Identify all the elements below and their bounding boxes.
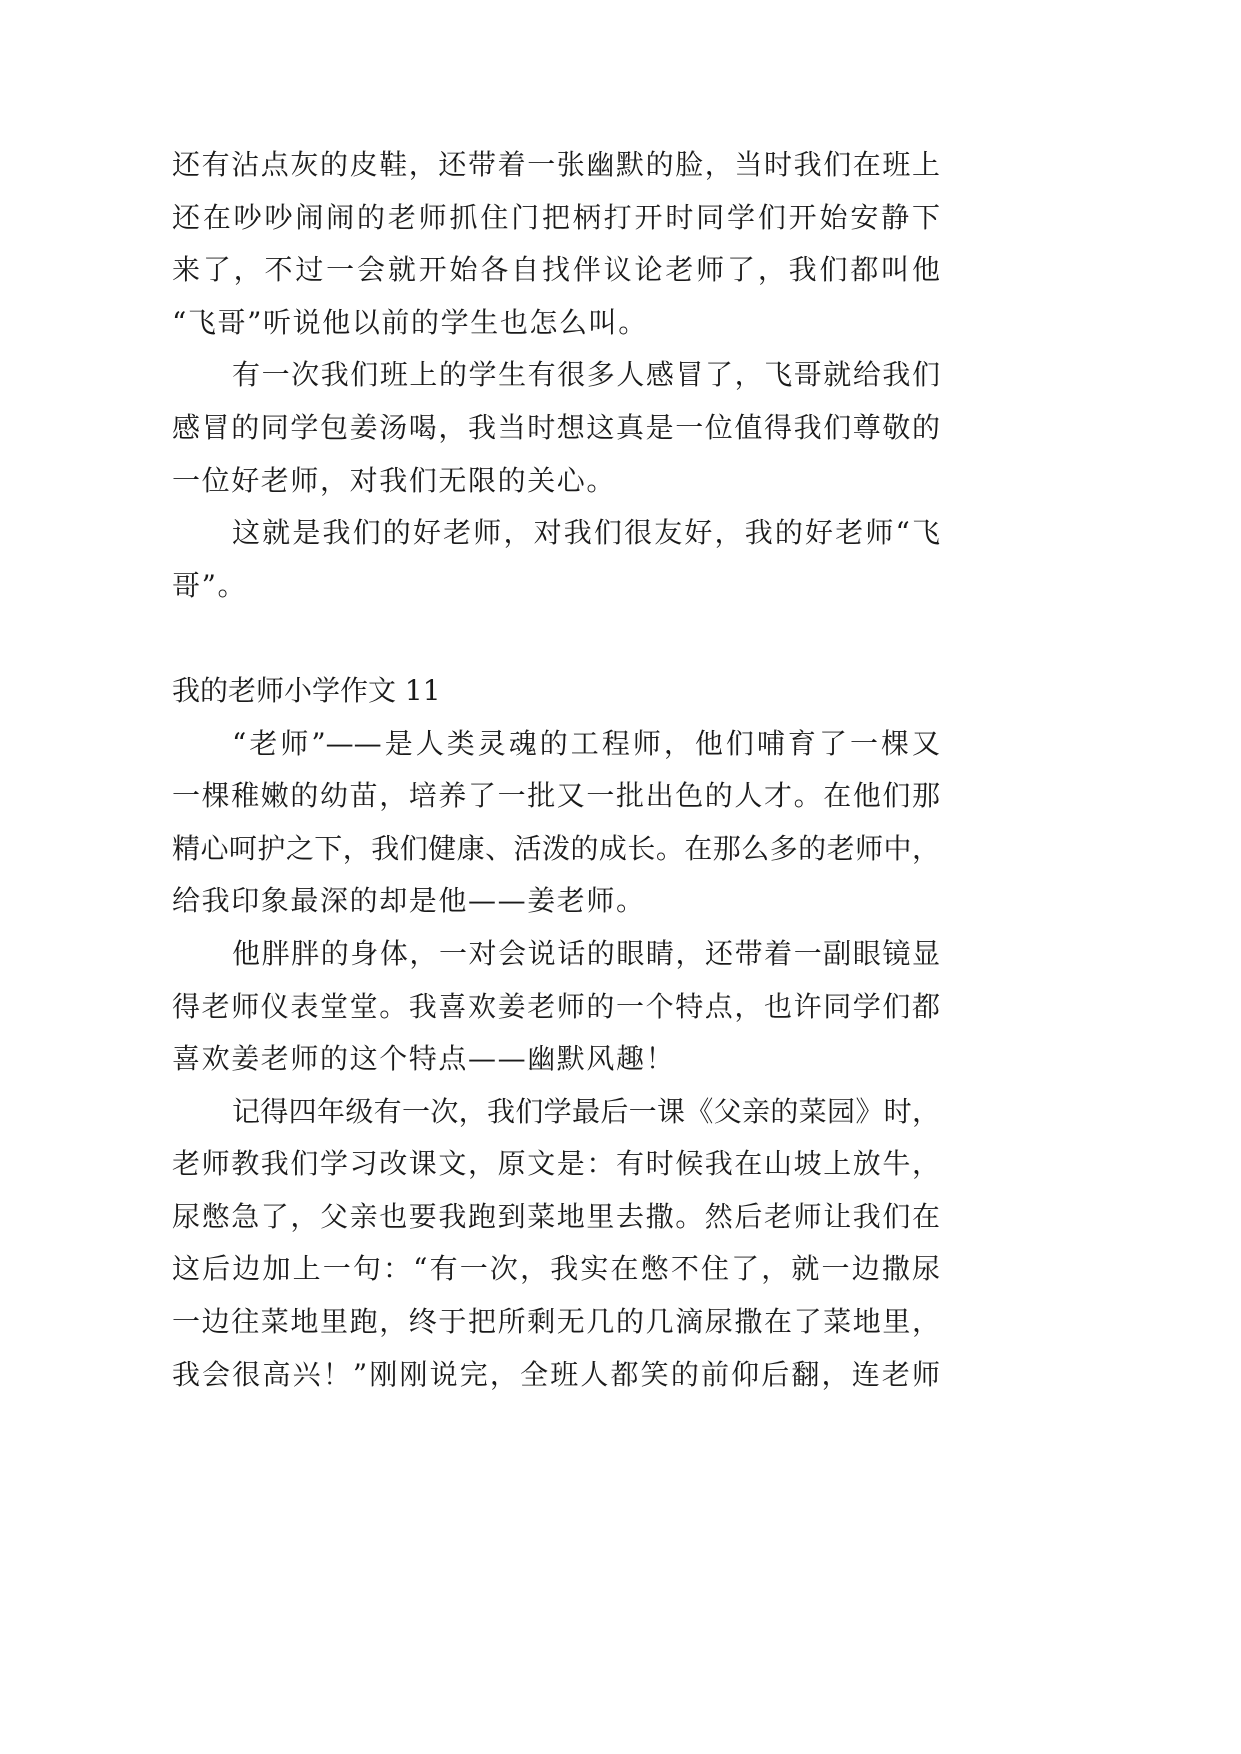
text-line: “飞哥”听说他以前的学生也怎么叫。 bbox=[172, 305, 648, 339]
text-line: 一边往菜地里跑，终于把所剩无几的几滴尿撒在了菜地里， bbox=[172, 1305, 940, 1339]
text-line: 他胖胖的身体，一对会说话的眼睛，还带着一副眼镜显 bbox=[232, 936, 940, 970]
page-content bbox=[172, 139, 940, 1401]
paragraph bbox=[172, 139, 940, 349]
text-line: 哥”。 bbox=[172, 568, 248, 602]
text-line: 还有沾点灰的皮鞋，还带着一张幽默的脸，当时我们在班上 bbox=[172, 148, 940, 181]
paragraph bbox=[172, 507, 940, 612]
paragraph bbox=[172, 928, 940, 1086]
essay-title: 我的老师小学作文 11 bbox=[172, 673, 441, 707]
text-line: 一位好老师，对我们无限的关心。 bbox=[172, 463, 617, 497]
text-line: 我会很高兴！”刚刚说完，全班人都笑的前仰后翻，连老师 bbox=[172, 1357, 940, 1391]
paragraph bbox=[172, 718, 940, 928]
paragraph bbox=[172, 1086, 940, 1402]
text-line: 有一次我们班上的学生有很多人感冒了，飞哥就给我们 bbox=[232, 358, 940, 392]
text-line: “老师”——是人类灵魂的工程师，他们哺育了一棵又 bbox=[232, 726, 940, 760]
text-line: 来了，不过一会就开始各自找伴议论老师了，我们都叫他 bbox=[172, 253, 940, 287]
text-line: 这后边加上一句：“有一次，我实在憋不住了，就一边撒尿 bbox=[172, 1252, 940, 1286]
text-line: 老师教我们学习改课文，原文是：有时候我在山坡上放牛， bbox=[172, 1147, 940, 1181]
text-line: 还在吵吵闹闹的老师抓住门把柄打开时同学们开始安静下 bbox=[172, 200, 940, 234]
text-line: 一棵稚嫩的幼苗，培养了一批又一批出色的人才。在他们那 bbox=[172, 779, 940, 813]
text-line: 尿憋急了，父亲也要我跑到菜地里去撒。然后老师让我们在 bbox=[172, 1199, 940, 1233]
text-line: 给我印象最深的却是他——姜老师。 bbox=[172, 884, 646, 918]
text-line: 感冒的同学包姜汤喝，我当时想这真是一位值得我们尊敬的 bbox=[172, 410, 940, 444]
text-line: 这就是我们的好老师，对我们很友好，我的好老师“飞 bbox=[232, 516, 940, 550]
paragraph bbox=[172, 349, 940, 507]
text-line: 喜欢姜老师的这个特点——幽默风趣！ bbox=[172, 1042, 676, 1076]
text-line: 精心呵护之下，我们健康、活泼的成长。在那么多的老师中， bbox=[172, 831, 940, 865]
text-line: 记得四年级有一次，我们学最后一课《父亲的菜园》时， bbox=[232, 1094, 940, 1128]
text-line: 得老师仪表堂堂。我喜欢姜老师的一个特点，也许同学们都 bbox=[172, 989, 940, 1023]
